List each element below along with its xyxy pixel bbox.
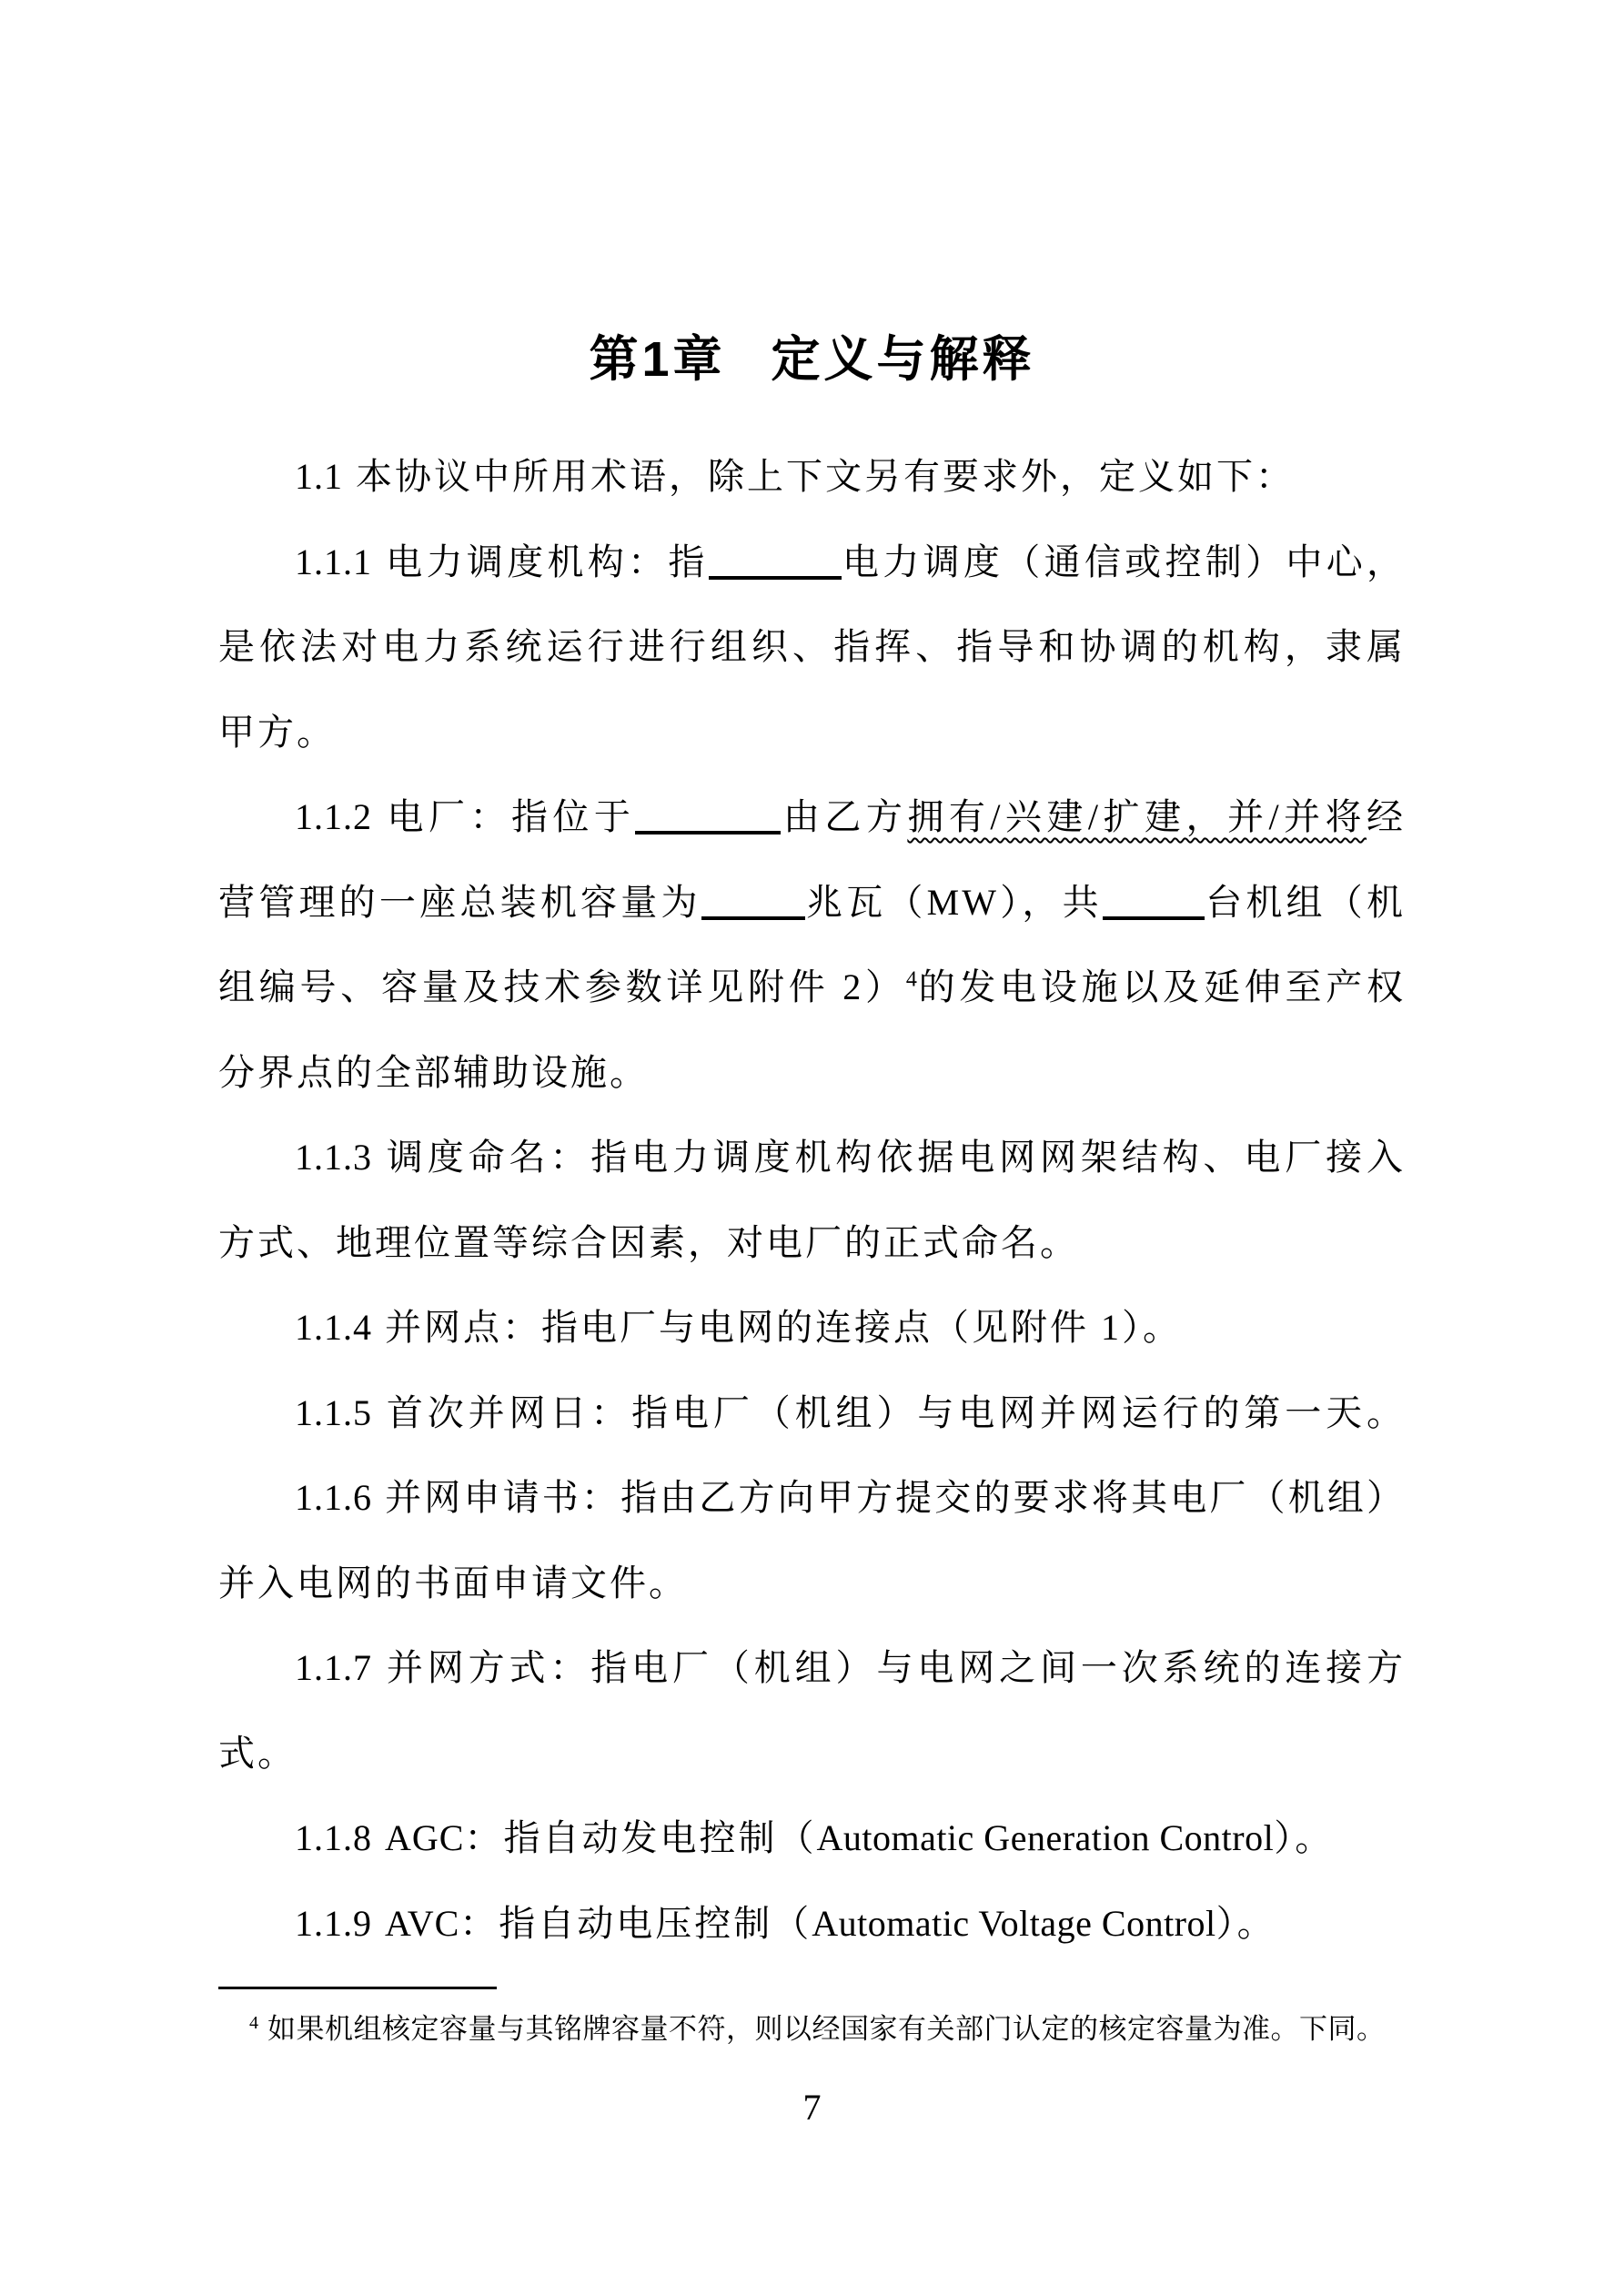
- clause-number: 1.1.3: [295, 1137, 372, 1178]
- clause-text: 由乙方: [781, 796, 908, 837]
- clause-text: 式。: [218, 1732, 297, 1774]
- clause-text: 并网点：指电厂与电网的连接点（见附件 1）。: [385, 1307, 1182, 1348]
- clause-text: 营管理的一座总装机容量为: [218, 881, 701, 923]
- clause-text: 并网申请书：指由乙方向甲方提交的要求将其电厂（机组）: [385, 1477, 1406, 1518]
- clause-1-1-7-line-1: [218, 1625, 1406, 1711]
- clause-1-1-3-line-2: [218, 1200, 1406, 1286]
- english-term: Automatic Generation Control: [816, 1817, 1275, 1858]
- clause-1-1-4: [218, 1285, 1406, 1371]
- clause-1-1-8: [218, 1795, 1406, 1881]
- blank-field[interactable]: [701, 907, 805, 920]
- clause-1-1-2-line-3: [218, 945, 1406, 1030]
- clause-number: 1.1.7: [295, 1647, 372, 1688]
- clause-text: 甲方。: [218, 711, 336, 753]
- clause-1-1-5: [218, 1371, 1406, 1456]
- clause-text: 并网方式：指电厂（机组）与电网之间一次系统的连接方: [385, 1647, 1406, 1688]
- clause-number: 1.1.8: [295, 1817, 372, 1858]
- clause-text: 电力调度机构：指: [385, 541, 709, 582]
- clause-1-1-6-line-1: [218, 1455, 1406, 1541]
- clause-text: ）。: [1215, 1902, 1276, 1944]
- clause-text: 调度命名：指电力调度机构依据电网网架结构、电厂接入: [385, 1137, 1406, 1178]
- clause-text: 的发电设施以及延伸至产权: [916, 966, 1407, 1007]
- clause-number: 1.1: [295, 456, 343, 497]
- chapter-number: 第1章: [589, 332, 726, 387]
- footnote-text: 如果机组核定容量与其铭牌容量不符，则以经国家有关部门认定的核定容量为准。下同。: [267, 2013, 1386, 2045]
- clause-text: 首次并网日：指电厂（机组）与电网并网运行的第一天。: [385, 1391, 1406, 1433]
- clause-1-1-2-line-1: [218, 774, 1406, 860]
- clause-1-1-2-line-4: [218, 1030, 1406, 1116]
- footnote-separator-line: [218, 1987, 497, 1989]
- blank-field[interactable]: [1103, 907, 1205, 920]
- clause-text: 并入电网的书面申请文件。: [218, 1562, 688, 1603]
- alternative-options-text: 拥有/兴建/扩建，并/并将: [907, 796, 1367, 837]
- clause-1-1-6-line-2: [218, 1541, 1406, 1626]
- clause-text: 经: [1367, 796, 1407, 837]
- clause-1-1-1-line-1: [218, 520, 1406, 605]
- clause-text: 分界点的全部辅助设施。: [218, 1051, 649, 1093]
- clause-text: 兆瓦（MW），共: [804, 881, 1103, 923]
- footnote-marker-4: 4: [249, 2012, 258, 2033]
- clause-text: 组编号、容量及技术参数详见附件 2）: [218, 966, 906, 1007]
- clause-number: 1.1.5: [295, 1391, 372, 1433]
- clause-text: ：指自动发电控制（: [464, 1817, 817, 1858]
- clause-1-1-1-line-3: [218, 690, 1406, 775]
- clause-number: 1.1.4: [295, 1307, 372, 1348]
- clause-1-1-9: [218, 1881, 1406, 1967]
- page-number: 7: [802, 2087, 822, 2128]
- clause-1-1-7-line-2: [218, 1711, 1406, 1796]
- clause-text: 电厂：指位于: [385, 796, 636, 837]
- clause-text: 台机组（机: [1204, 881, 1407, 923]
- blank-field[interactable]: [709, 567, 842, 580]
- clause-1-1-2-line-2: [218, 860, 1406, 946]
- chapter-name: 定义与解释: [771, 332, 1035, 387]
- clause-text: 电力调度（通信或控制）中心，: [841, 541, 1407, 582]
- clause-1-1-3-line-1: [218, 1115, 1406, 1200]
- abbreviation-avc: AVC: [385, 1902, 460, 1944]
- clause-text: ）。: [1274, 1817, 1335, 1858]
- clause-text: ：指自动电压控制（: [459, 1902, 812, 1944]
- footnote-reference-4: 4: [905, 967, 917, 992]
- clause-text: 本协议中所用术语，除上下文另有要求外，定义如下：: [356, 456, 1295, 497]
- clause-text: 是依法对电力系统运行进行组织、指挥、指导和协调的机构，隶属: [218, 626, 1406, 667]
- clause-number: 1.1.9: [295, 1902, 372, 1944]
- footnote: [218, 2004, 1410, 2055]
- document-body: [218, 434, 1406, 1966]
- clause-1-1: [218, 434, 1406, 520]
- clause-number: 1.1.2: [295, 796, 372, 837]
- clause-text: 方式、地理位置等综合因素，对电厂的正式命名。: [218, 1221, 1079, 1263]
- clause-1-1-1-line-2: [218, 604, 1406, 690]
- chapter-title: [0, 317, 1624, 402]
- clause-number: 1.1.6: [295, 1477, 372, 1518]
- clause-number: 1.1.1: [295, 541, 372, 582]
- blank-field[interactable]: [635, 822, 781, 834]
- english-term: Automatic Voltage Control: [812, 1902, 1216, 1944]
- abbreviation-agc: AGC: [385, 1817, 465, 1858]
